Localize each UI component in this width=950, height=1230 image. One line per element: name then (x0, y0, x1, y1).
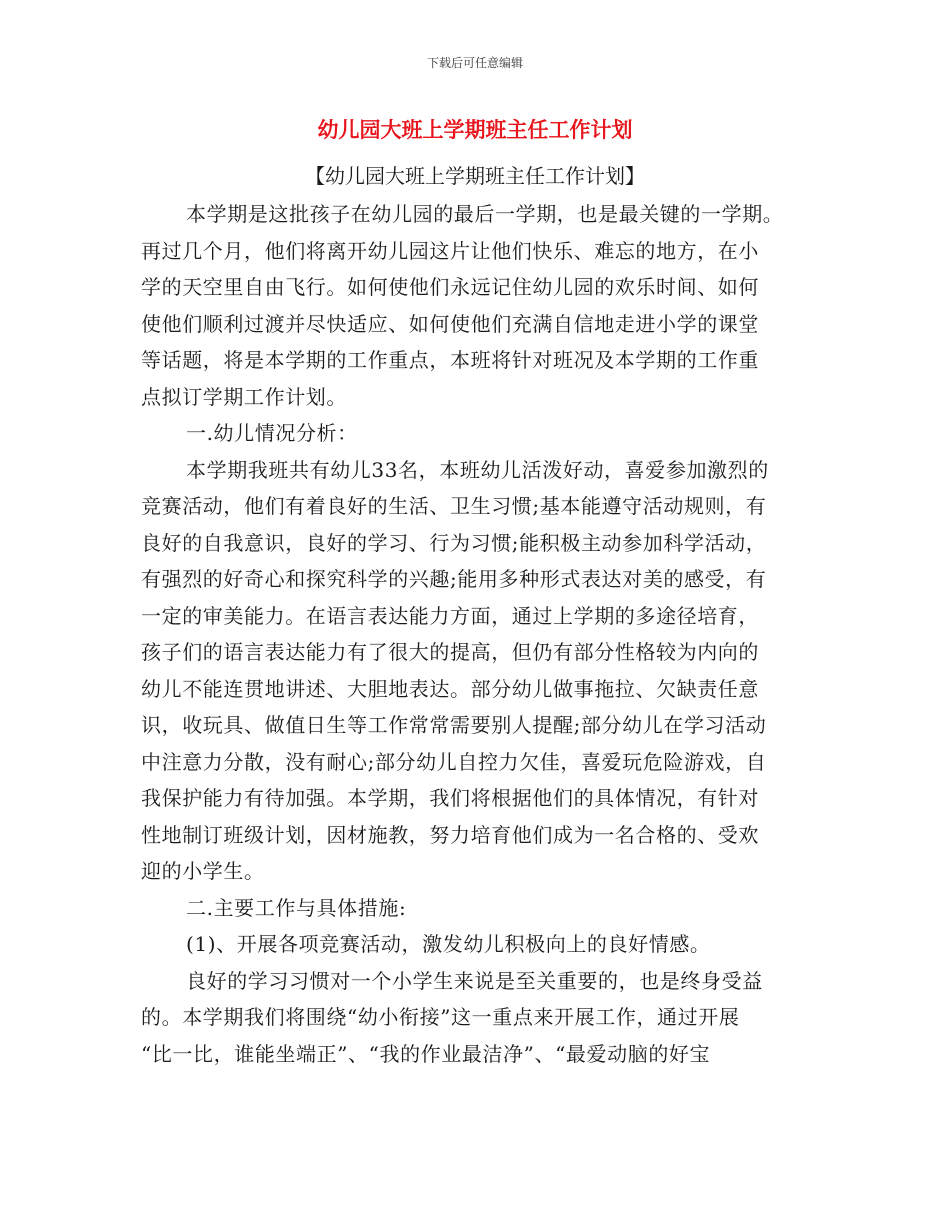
header-note: 下载后可任意编辑 (426, 56, 523, 70)
body-line: 的。本学期我们将围绕“幼小衔接”这一重点来开展工作，通过开展 (141, 1005, 740, 1029)
body-line: 幼儿不能连贯地讲述、大胆地表达。部分幼儿做事拖拉、欠缺责任意 (141, 676, 759, 701)
body-line: 性地制订班级计划，因材施教，努力培育他们成为一名合格的、受欢 (141, 822, 759, 847)
body-line: 一.幼儿情况分析： (186, 421, 358, 445)
body-line: 一定的审美能力。在语言表达能力方面，通过上学期的多途径培育， (141, 603, 759, 628)
body-line: 学的天空里自由飞行。如何使他们永远记住幼儿园的欢乐时间、如何 (141, 275, 759, 299)
body-line: (1)、开展各项竞赛活动，激发幼儿积极向上的良好情感。 (186, 932, 711, 956)
body-line: 识，收玩具、做值日生等工作常常需要别人提醒;部分幼儿在学习活动 (141, 713, 767, 737)
body-line: 孩子们的语言表达能力有了很大的提高，但仍有部分性格较为内向的 (141, 640, 759, 664)
body-line: 使他们顺利过渡并尽快适应、如何使他们充满自信地走进小学的课堂 (141, 311, 759, 336)
body-line: 良好的学习习惯对一个小学生来说是至关重要的，也是终身受益 (186, 968, 763, 993)
body-line: 有强烈的好奇心和探究科学的兴趣;能用多种形式表达对美的感受，有 (141, 567, 767, 591)
document-body (141, 196, 821, 1072)
body-line: 我保护能力有待加强。本学期，我们将根据他们的具体情况，有针对 (141, 786, 759, 810)
body-line: 中注意力分散，没有耐心;部分幼儿自控力欠佳，喜爱玩危险游戏，自 (141, 749, 767, 774)
body-line: 二.主要工作与具体措施: (186, 895, 407, 920)
body-line: “比一比，谁能坐端正”、“我的作业最洁净”、“最爱动脑的好宝 (141, 1041, 711, 1066)
body-line: 点拟订学期工作计划。 (141, 384, 347, 409)
body-line: 迎的小学生。 (141, 859, 265, 883)
body-line: 再过几个月，他们将离开幼儿园这片让他们快乐、难忘的地方，在小 (141, 238, 759, 263)
body-line: 竞赛活动，他们有着良好的生活、卫生习惯;基本能遵守活动规则，有 (141, 494, 767, 518)
document-subtitle: 【幼儿园大班上学期班主任工作计划】 (305, 164, 645, 188)
body-line: 本学期我班共有幼儿33名，本班幼儿活泼好动，喜爱参加激烈的 (186, 457, 769, 482)
document-title: 幼儿园大班上学期班主任工作计划 (317, 118, 633, 142)
body-line: 等话题，将是本学期的工作重点，本班将针对班况及本学期的工作重 (141, 348, 759, 372)
body-line: 本学期是这批孩子在幼儿园的最后一学期，也是最关键的一学期。 (186, 202, 784, 226)
body-line: 良好的自我意识，良好的学习、行为习惯;能积极主动参加科学活动， (141, 530, 767, 555)
